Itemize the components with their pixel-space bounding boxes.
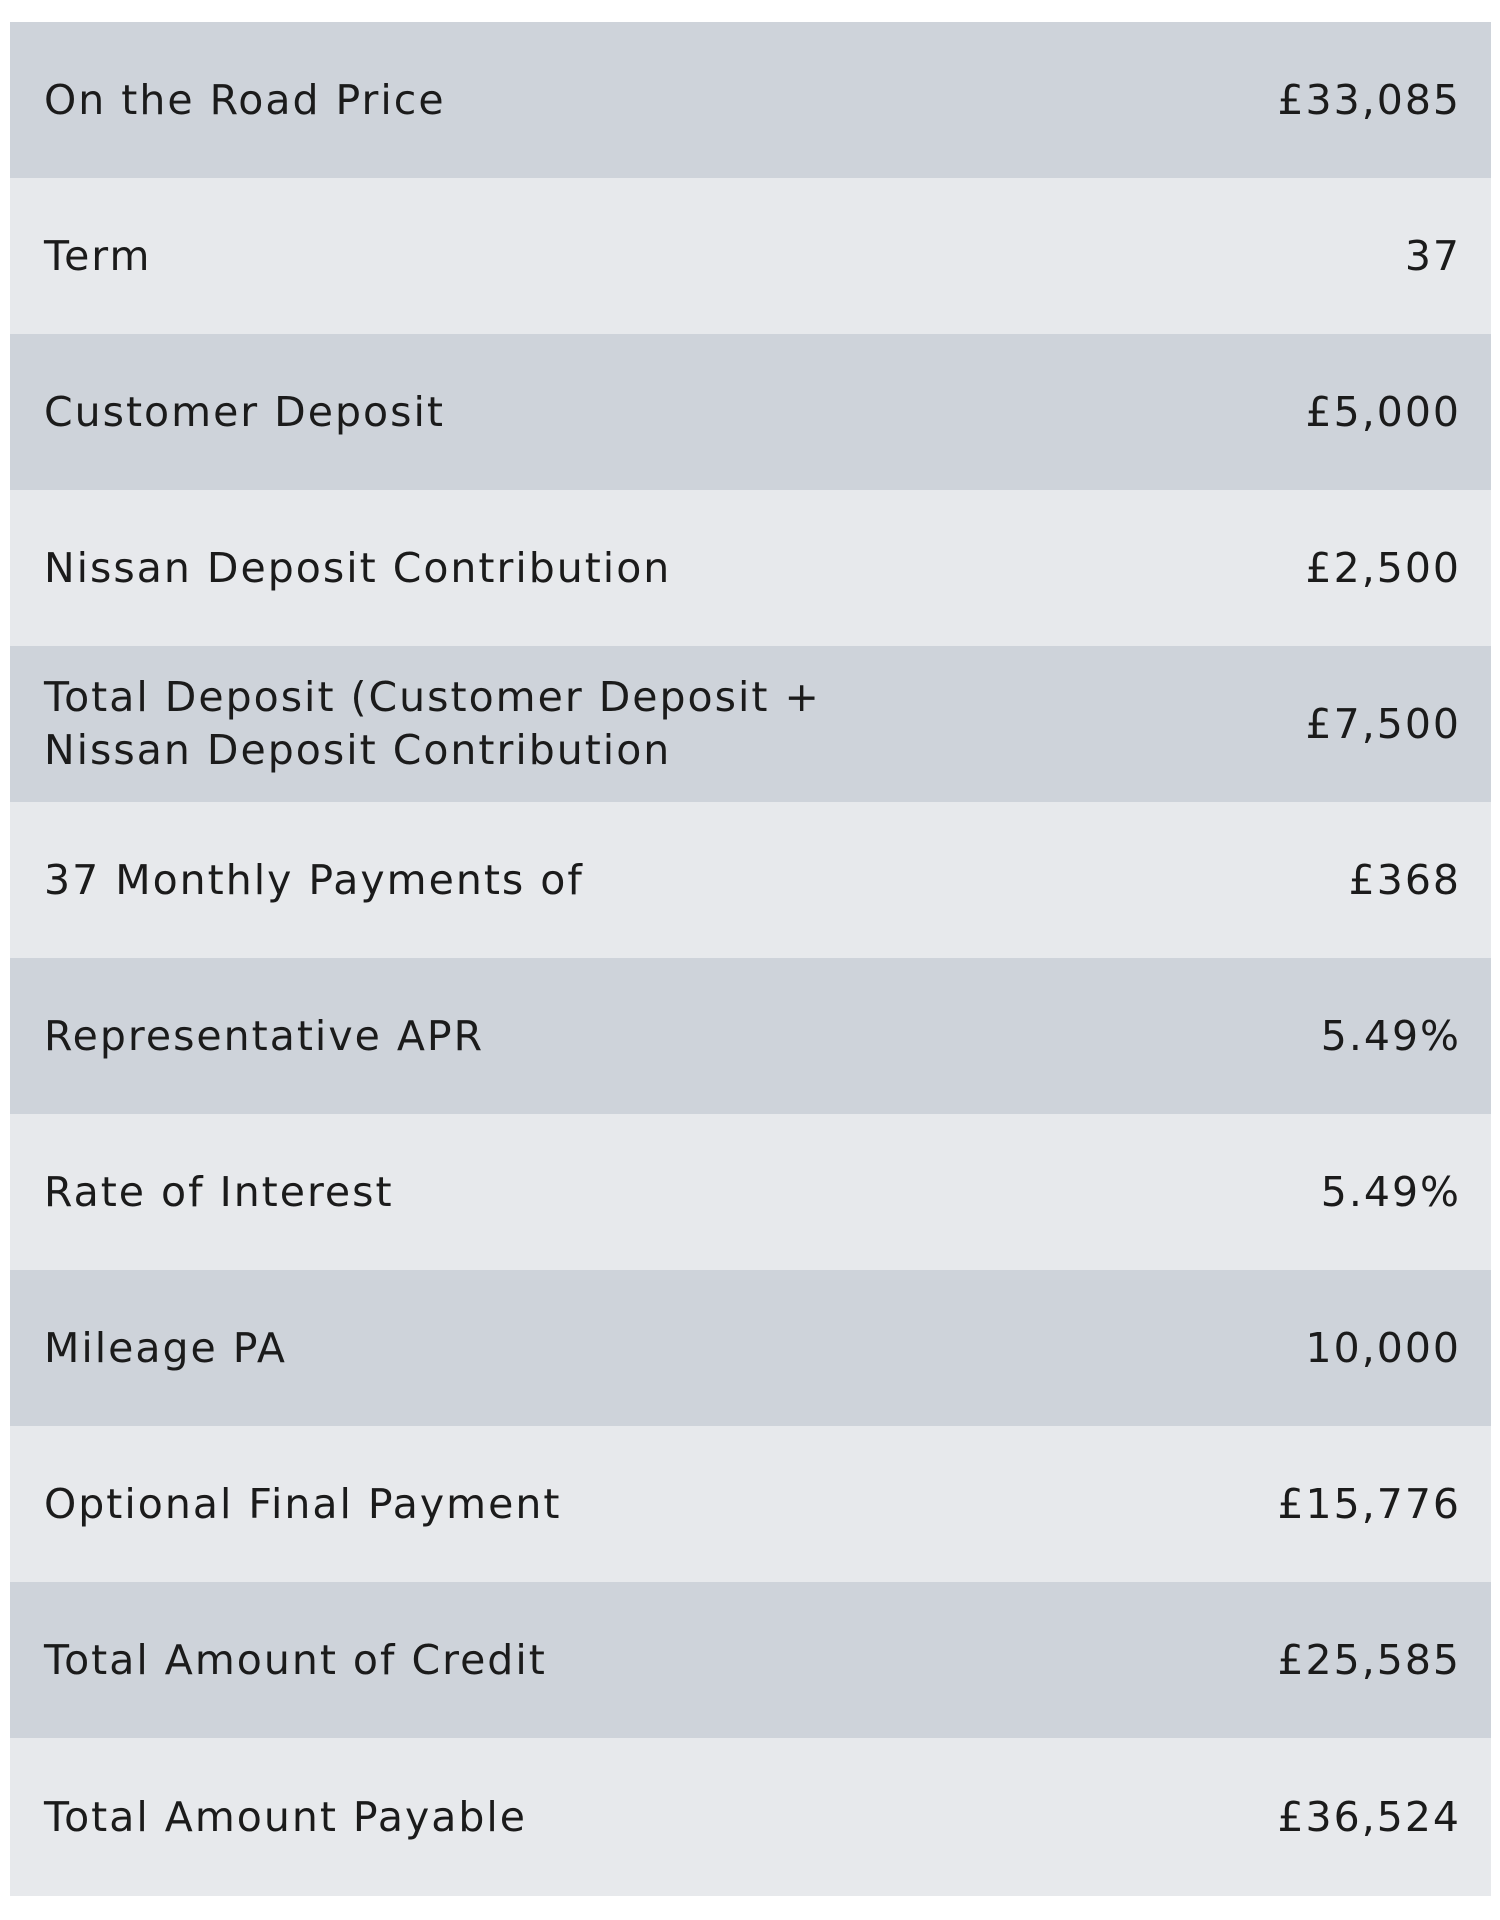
row-representative-apr [10,958,1491,1114]
row-label: 37 Monthly Payments of [44,855,584,904]
row-rate-of-interest [10,1114,1491,1270]
row-total-deposit [10,646,1491,802]
row-value: 5.49% [1320,1011,1461,1060]
row-label: Total Amount Payable [44,1792,527,1841]
row-value: £36,524 [1277,1792,1461,1841]
row-total-amount-of-credit [10,1582,1491,1738]
row-label: Mileage PA [44,1323,287,1372]
row-value: £15,776 [1277,1479,1461,1528]
row-value: £368 [1348,855,1461,904]
finance-table [10,22,1491,1896]
row-on-the-road-price [10,22,1491,178]
row-value: 37 [1404,231,1461,280]
row-label: Representative APR [44,1011,485,1060]
row-value: £2,500 [1305,543,1461,592]
row-monthly-payments [10,802,1491,958]
row-label: Total Deposit (Customer Deposit + Nissan Deposit Contribution [44,673,821,774]
row-value: £7,500 [1305,699,1461,748]
row-label: Total Amount of Credit [44,1635,547,1684]
row-label: Customer Deposit [44,387,445,436]
row-value: £5,000 [1305,387,1461,436]
row-value: £33,085 [1277,75,1461,124]
row-nissan-deposit-contribution [10,490,1491,646]
row-label: Nissan Deposit Contribution [44,543,672,592]
row-mileage-pa [10,1270,1491,1426]
row-label: On the Road Price [44,75,446,124]
row-term [10,178,1491,334]
row-total-amount-payable [10,1738,1491,1896]
row-value: 10,000 [1305,1323,1461,1372]
row-label: Rate of Interest [44,1167,394,1216]
row-label: Optional Final Payment [44,1479,562,1528]
row-value: £25,585 [1277,1635,1461,1684]
row-value: 5.49% [1320,1167,1461,1216]
row-label: Term [44,231,152,280]
row-optional-final-payment [10,1426,1491,1582]
row-customer-deposit [10,334,1491,490]
